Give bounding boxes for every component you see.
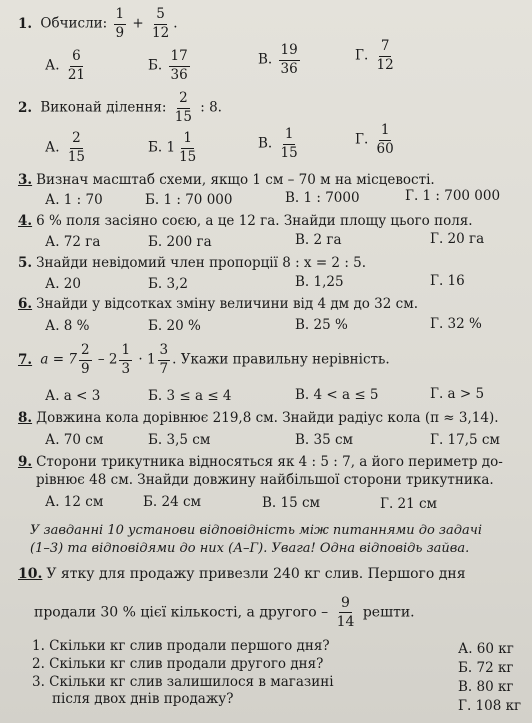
answer-c: В. 80 кг: [458, 679, 514, 695]
fraction: $\frac{5}{12}$: [152, 6, 170, 41]
instruction-note-line2: (1–3) та відповідями до них (А–Г). Увага! Одна відповідь зайва.: [30, 541, 470, 556]
question-9-line2: рівнює 48 см. Знайди довжину найбільшої сторони трикутника.: [36, 472, 494, 488]
option-b: Б. $\frac{17}{36}$: [148, 48, 188, 83]
question-3: 3. Визнач масштаб схеми, якщо 1 см – 70 м на місцевості.: [18, 172, 435, 188]
option-c: В. 15 см: [262, 495, 321, 511]
option-c: В. 35 см: [295, 432, 354, 448]
question-2: 2. Виконай ділення: $\frac{2}{15}$ : 8.: [18, 90, 222, 125]
sub-question-2: 2. Скільки кг слив продали другого дня?: [32, 656, 324, 672]
question-7: 7. a = 7 $\frac{2}{9}$ – 2 $\frac{1}{3}$ · 1 $\frac{3}{7}$ . Укажи правильну нерівність.: [18, 342, 390, 377]
option-g: Г. 20 га: [430, 231, 485, 247]
option-c: В. 2 га: [295, 232, 342, 248]
fraction: $\frac{1}{9}$: [115, 6, 125, 41]
option-a: А. $\frac{2}{15}$: [45, 130, 85, 165]
answer-a: А. 60 кг: [458, 641, 514, 657]
option-c: В. $\frac{19}{36}$: [258, 42, 298, 77]
option-c: В. 1,25: [295, 274, 344, 290]
option-b: Б. 1 $\frac{1}{15}$: [148, 130, 197, 165]
option-c: В. 1 : 7000: [285, 190, 360, 206]
question-number: 1.: [18, 15, 33, 32]
option-a: А. 72 га: [45, 234, 101, 250]
fraction: $\frac{2}{15}$: [174, 90, 192, 125]
instruction-note: У завданні 10 установи відповідність між питаннями до задачі: [30, 523, 482, 538]
option-a: А. 1 : 70: [45, 192, 103, 208]
answer-g: Г. 108 кг: [458, 698, 522, 714]
question-4: 4. 6 % поля засіяно соєю, а це 12 га. Знайди площу цього поля.: [18, 213, 473, 229]
option-g: Г. $\frac{1}{60}$: [355, 122, 394, 157]
option-g: Г. 1 : 700 000: [405, 188, 501, 204]
option-c: В. 25 %: [295, 317, 348, 333]
option-b: Б. 3,2: [148, 276, 188, 292]
option-g: Г. 21 см: [380, 496, 438, 512]
option-b: Б. 24 см: [143, 494, 202, 510]
option-g: Г. 32 %: [430, 316, 482, 332]
option-b: Б. 20 %: [148, 318, 201, 334]
option-b: Б. 1 : 70 000: [145, 192, 233, 208]
question-10-line2: продали 30 % цієї кількості, а другого – $\frac{9}{14}$ решти.: [34, 595, 415, 630]
option-c: В. 4 < a ≤ 5: [295, 387, 379, 403]
option-a: А. 70 см: [45, 432, 104, 448]
option-a: А. a < 3: [45, 388, 101, 404]
question-9: 9. Сторони трикутника відносяться як 4 : 5 : 7, а його периметр до-: [18, 454, 503, 470]
option-g: Г. $\frac{7}{12}$: [355, 38, 394, 73]
question-5: 5. Знайди невідомий член пропорції 8 : x = 2 : 5.: [18, 255, 367, 271]
option-b: Б. 3 ≤ a ≤ 4: [148, 388, 232, 404]
question-number: 2.: [18, 99, 33, 116]
question-6: 6. Знайди у відсотках зміну величини від 4 дм до 32 см.: [18, 296, 419, 312]
option-c: В. $\frac{1}{15}$: [258, 126, 298, 161]
option-b: Б. 3,5 см: [148, 432, 211, 448]
option-g: Г. 17,5 см: [430, 432, 500, 448]
question-10: 10. У ятку для продажу привезли 240 кг слив. Першого дня: [18, 566, 466, 582]
question-1: 1. Обчисли: $\frac{1}{9}$ + $\frac{5}{12}$ .: [18, 6, 178, 41]
sub-question-3-line2: після двох днів продажу?: [52, 691, 234, 707]
option-a: А. $\frac{6}{21}$: [45, 48, 85, 83]
option-a: А. 8 %: [45, 318, 90, 334]
question-8: 8. Довжина кола дорівнює 219,8 см. Знайди радіус кола (π ≈ 3,14).: [18, 410, 499, 426]
option-a: А. 20: [45, 276, 81, 292]
option-b: Б. 200 га: [148, 234, 212, 250]
option-g: Г. a > 5: [430, 386, 485, 402]
option-a: А. 12 см: [45, 494, 104, 510]
answer-b: Б. 72 кг: [458, 660, 514, 676]
option-g: Г. 16: [430, 273, 465, 289]
sub-question-3: 3. Скільки кг слив залишилося в магазині: [32, 674, 334, 690]
sub-question-1: 1. Скільки кг слив продали першого дня?: [32, 638, 330, 654]
